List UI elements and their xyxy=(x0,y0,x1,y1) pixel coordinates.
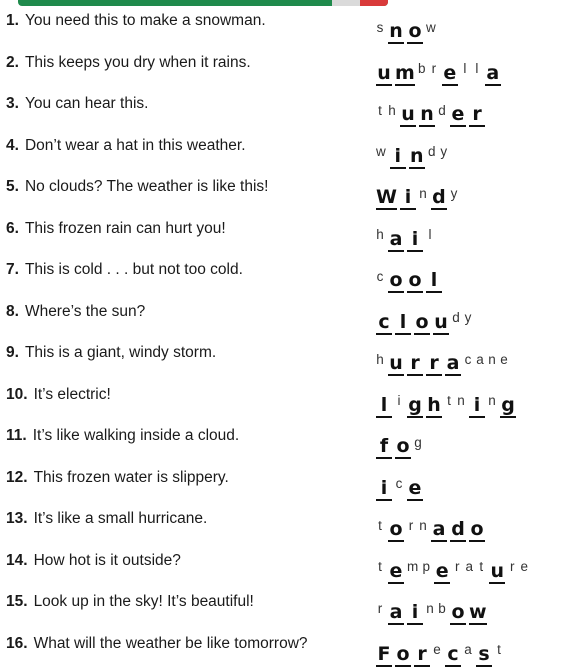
printed-letter: l xyxy=(463,61,468,76)
handwritten-letter[interactable]: r xyxy=(469,105,485,127)
handwritten-letter[interactable]: r xyxy=(407,354,423,376)
printed-letter: t xyxy=(378,102,383,118)
handwritten-letter[interactable]: m xyxy=(395,61,415,84)
printed-letter: y xyxy=(464,310,473,325)
item-number: 10. xyxy=(6,385,28,403)
clue-text xyxy=(6,12,266,30)
worksheet-row xyxy=(6,87,576,127)
printed-letter: b xyxy=(438,600,447,616)
clue-text xyxy=(6,510,207,528)
printed-letter: n xyxy=(426,600,435,616)
clue-label: This is a giant, windy storm. xyxy=(24,344,217,361)
printed-letter: b xyxy=(418,61,427,76)
handwritten-letter[interactable]: o xyxy=(396,435,410,457)
printed-letter: r xyxy=(431,61,438,76)
clue-label: You can hear this. xyxy=(24,95,149,112)
handwritten-letter[interactable]: s xyxy=(476,645,492,667)
handwritten-letter[interactable]: i xyxy=(407,603,423,625)
answer-word xyxy=(376,544,532,584)
item-number: 13. xyxy=(6,510,28,527)
printed-letter: t xyxy=(378,559,383,574)
handwritten-letter[interactable]: g xyxy=(501,393,515,416)
handwritten-letter[interactable]: a xyxy=(432,518,446,540)
handwritten-letter[interactable]: o xyxy=(470,518,484,540)
clue-text xyxy=(6,427,239,445)
worksheet-row xyxy=(6,585,576,625)
printed-letter: h xyxy=(388,102,397,118)
handwritten-letter[interactable]: o xyxy=(408,269,422,291)
answer-word xyxy=(376,502,488,542)
clue-label: Don’t wear a hat in this weather. xyxy=(24,136,246,154)
clue-label: This frozen water is slippery. xyxy=(33,468,229,486)
clue-text xyxy=(6,261,243,279)
worksheet-row xyxy=(6,295,576,335)
worksheet-row xyxy=(6,627,576,667)
clue-text xyxy=(6,220,226,238)
clue-text xyxy=(6,95,148,113)
item-number: 8. xyxy=(6,302,19,320)
printed-letter: t xyxy=(447,393,452,408)
clue-text xyxy=(6,303,145,321)
printed-letter: i xyxy=(397,393,402,408)
printed-letter: m xyxy=(407,559,420,574)
handwritten-letter[interactable]: o xyxy=(408,20,422,42)
clue-text xyxy=(6,54,251,72)
printed-letter: d xyxy=(427,144,437,159)
clue-label: This keeps you dry when it rains. xyxy=(24,53,251,71)
handwritten-letter[interactable]: a xyxy=(486,61,500,84)
printed-letter: r xyxy=(377,600,384,616)
handwritten-letter[interactable]: e xyxy=(408,476,422,499)
item-number: 14. xyxy=(6,551,28,569)
handwritten-letter[interactable]: a xyxy=(389,227,403,250)
printed-letter: d xyxy=(438,102,447,118)
clue-text xyxy=(6,552,181,570)
printed-letter: r xyxy=(408,517,415,533)
answer-word xyxy=(376,46,504,86)
worksheet-row xyxy=(6,253,576,293)
clue-label: What will the weather be like tomorrow? xyxy=(33,634,308,652)
handwritten-letter[interactable]: h xyxy=(427,393,441,416)
handwritten-letter[interactable]: o xyxy=(415,310,429,333)
handwritten-letter[interactable]: r xyxy=(426,354,442,376)
handwritten-letter[interactable]: u xyxy=(401,103,415,125)
clue-text xyxy=(6,386,111,404)
worksheet-row xyxy=(6,212,576,252)
printed-letter: l xyxy=(475,61,480,76)
printed-letter: a xyxy=(465,559,474,574)
printed-letter: n xyxy=(488,393,497,408)
handwritten-letter[interactable]: u xyxy=(434,310,448,333)
clue-label: How hot is it outside? xyxy=(33,551,181,569)
handwritten-letter[interactable]: n xyxy=(409,144,424,167)
item-number: 6. xyxy=(6,219,19,237)
item-number: 5. xyxy=(6,178,19,195)
clue-label: No clouds? The weather is like this! xyxy=(24,178,269,195)
printed-letter: a xyxy=(476,351,485,367)
clue-label: It’s like a small hurricane. xyxy=(33,510,208,527)
clue-text xyxy=(6,344,216,362)
handwritten-letter[interactable]: f xyxy=(376,437,392,459)
worksheet-row xyxy=(6,502,576,542)
item-number: 9. xyxy=(6,344,19,361)
handwritten-letter[interactable]: e xyxy=(389,559,403,582)
item-number: 4. xyxy=(6,136,19,154)
answer-word xyxy=(376,378,519,418)
answer-word xyxy=(376,419,426,459)
printed-letter: t xyxy=(497,642,502,657)
handwritten-letter[interactable]: u xyxy=(377,61,391,84)
answer-word xyxy=(376,253,445,293)
handwritten-letter[interactable]: i xyxy=(376,479,392,501)
handwritten-letter[interactable]: d xyxy=(432,186,446,208)
handwritten-letter[interactable]: e xyxy=(443,61,457,84)
printed-letter: r xyxy=(455,559,461,574)
printed-letter: c xyxy=(464,351,473,367)
item-number: 7. xyxy=(6,261,19,278)
handwritten-letter[interactable]: r xyxy=(414,645,430,667)
handwritten-letter[interactable]: o xyxy=(389,518,403,540)
printed-letter: e xyxy=(433,642,442,657)
answer-word xyxy=(376,295,476,335)
clue-text xyxy=(6,178,268,196)
item-number: 15. xyxy=(6,593,28,610)
item-number: 16. xyxy=(6,634,28,652)
printed-letter: c xyxy=(376,268,385,284)
answer-word xyxy=(376,627,507,667)
handwritten-letter[interactable]: i xyxy=(407,230,423,252)
answer-word xyxy=(376,170,462,210)
printed-letter: h xyxy=(376,351,385,367)
printed-letter: n xyxy=(419,517,428,533)
worksheet-row xyxy=(6,544,576,584)
clue-label: You need this to make a snowman. xyxy=(24,12,266,29)
handwritten-letter[interactable]: o xyxy=(389,269,403,291)
printed-letter: n xyxy=(457,393,466,408)
handwritten-letter[interactable]: i xyxy=(400,188,416,210)
item-number: 12. xyxy=(6,468,28,486)
handwritten-letter[interactable]: l xyxy=(395,313,411,335)
handwritten-letter[interactable]: l xyxy=(376,396,392,418)
handwritten-letter[interactable]: c xyxy=(445,645,461,667)
item-number: 3. xyxy=(6,95,19,112)
worksheet-row xyxy=(6,46,576,86)
handwritten-letter[interactable]: e xyxy=(435,559,449,582)
handwritten-letter[interactable]: g xyxy=(408,393,422,416)
printed-letter: w xyxy=(376,144,387,159)
handwritten-letter[interactable]: o xyxy=(396,642,410,665)
handwritten-letter[interactable]: n xyxy=(389,20,403,42)
answer-word xyxy=(376,87,488,127)
clue-label: Where’s the sun? xyxy=(24,302,146,320)
printed-letter: y xyxy=(450,185,459,201)
clue-label: It’s like walking inside a cloud. xyxy=(32,427,240,444)
item-number: 11. xyxy=(6,427,27,444)
handwritten-letter[interactable]: u xyxy=(389,352,403,374)
handwritten-letter[interactable]: o xyxy=(451,601,465,623)
handwritten-letter[interactable]: l xyxy=(426,271,442,293)
printed-letter: a xyxy=(464,642,473,657)
printed-letter: n xyxy=(419,185,428,201)
worksheet-row xyxy=(6,378,576,418)
printed-letter: e xyxy=(500,351,509,367)
handwritten-letter[interactable]: i xyxy=(469,396,485,418)
printed-letter: n xyxy=(488,351,497,367)
clue-label: This frozen rain can hurt you! xyxy=(24,219,226,237)
clue-label: This is cold . . . but not too cold. xyxy=(24,261,243,278)
handwritten-letter[interactable]: w xyxy=(469,601,487,623)
answer-word xyxy=(376,212,438,252)
worksheet-row xyxy=(6,336,576,376)
clue-label: Look up in the sky! It’s beautiful! xyxy=(33,593,254,610)
printed-letter: r xyxy=(510,559,516,574)
handwritten-letter[interactable]: a xyxy=(446,352,460,374)
handwritten-letter[interactable]: e xyxy=(451,103,465,125)
printed-letter: t xyxy=(479,559,485,574)
printed-letter: c xyxy=(395,476,404,491)
clue-label: It’s electric! xyxy=(33,385,111,403)
handwritten-letter[interactable]: u xyxy=(490,559,505,582)
handwritten-letter[interactable]: a xyxy=(389,601,403,623)
printed-letter: l xyxy=(428,227,433,242)
printed-letter: h xyxy=(376,227,385,242)
printed-letter: d xyxy=(452,310,461,325)
item-number: 1. xyxy=(6,12,19,29)
answer-word xyxy=(376,336,512,376)
answer-word xyxy=(376,129,452,169)
printed-letter: s xyxy=(376,19,385,35)
answer-word xyxy=(376,4,440,44)
clue-text xyxy=(6,469,229,487)
worksheet-row xyxy=(6,461,576,501)
printed-letter: p xyxy=(422,559,431,574)
printed-letter: e xyxy=(520,559,529,574)
printed-letter: t xyxy=(378,517,383,533)
handwritten-letter[interactable]: c xyxy=(376,313,392,335)
worksheet-row xyxy=(6,4,576,44)
printed-letter: w xyxy=(426,19,437,35)
handwritten-letter[interactable]: i xyxy=(390,147,406,169)
handwritten-letter[interactable]: F xyxy=(377,642,391,665)
worksheet-row xyxy=(6,419,576,459)
item-number: 2. xyxy=(6,53,19,71)
clue-text xyxy=(6,137,246,155)
handwritten-letter[interactable]: W xyxy=(376,186,397,208)
handwritten-letter[interactable]: n xyxy=(420,103,434,125)
clue-text xyxy=(6,593,254,611)
printed-letter: y xyxy=(440,144,449,159)
answer-word xyxy=(376,585,490,625)
clue-text xyxy=(6,635,308,653)
printed-letter: g xyxy=(414,434,423,450)
handwritten-letter[interactable]: d xyxy=(451,518,465,540)
answer-word xyxy=(376,461,426,501)
worksheet-row xyxy=(6,170,576,210)
worksheet-row xyxy=(6,129,576,169)
